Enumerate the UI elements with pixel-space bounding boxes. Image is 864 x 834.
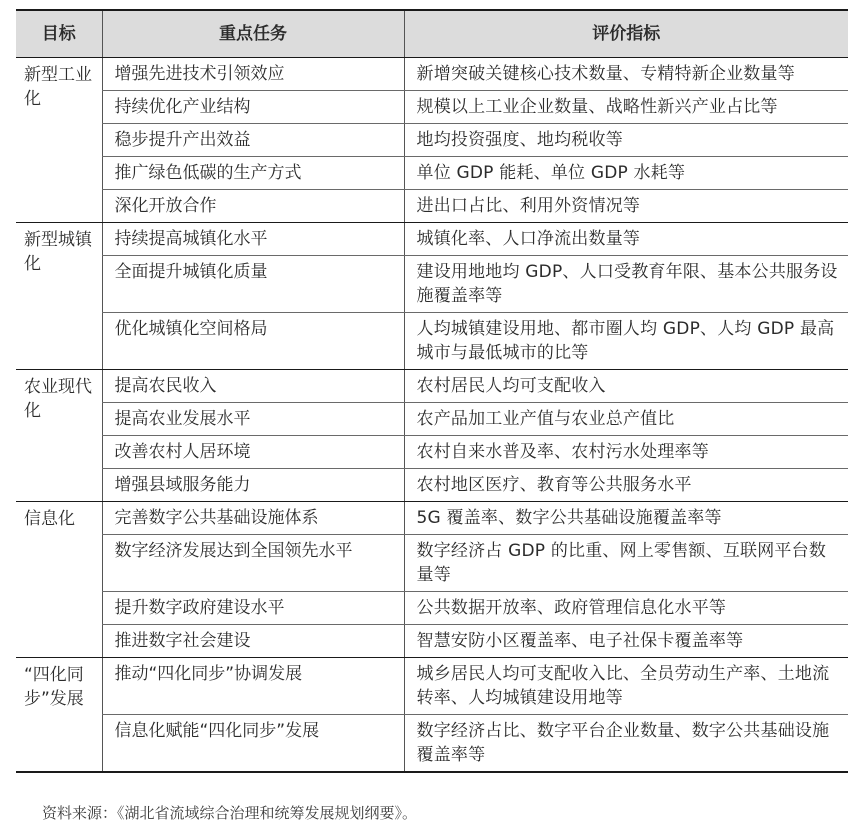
indicator-cell: 5G 覆盖率、数字公共基础设施覆盖率等	[404, 502, 848, 535]
indicator-cell: 新增突破关键核心技术数量、专精特新企业数量等	[404, 58, 848, 91]
header-target: 目标	[16, 10, 102, 58]
table-row	[16, 535, 848, 592]
table-row	[16, 91, 848, 124]
table-row	[16, 124, 848, 157]
task-cell: 信息化赋能“四化同步”发展	[102, 715, 404, 773]
task-cell: 增强先进技术引领效应	[102, 58, 404, 91]
indicator-cell: 单位 GDP 能耗、单位 GDP 水耗等	[404, 157, 848, 190]
table-row	[16, 469, 848, 502]
target-cell: 新型工业化	[16, 58, 102, 223]
table-row	[16, 436, 848, 469]
task-cell: 完善数字公共基础设施体系	[102, 502, 404, 535]
task-cell: 改善农村人居环境	[102, 436, 404, 469]
task-cell: 全面提升城镇化质量	[102, 256, 404, 313]
task-cell: 持续提高城镇化水平	[102, 223, 404, 256]
table-row	[16, 256, 848, 313]
indicator-cell: 智慧安防小区覆盖率、电子社保卡覆盖率等	[404, 625, 848, 658]
indicator-cell: 地均投资强度、地均税收等	[404, 124, 848, 157]
table-row	[16, 502, 848, 535]
task-cell: 优化城镇化空间格局	[102, 313, 404, 370]
task-cell: 数字经济发展达到全国领先水平	[102, 535, 404, 592]
table-row	[16, 592, 848, 625]
target-cell: “四化同步”发展	[16, 658, 102, 773]
table-row	[16, 223, 848, 256]
task-cell: 提高农民收入	[102, 370, 404, 403]
indicator-cell: 建设用地地均 GDP、人口受教育年限、基本公共服务设施覆盖率等	[404, 256, 848, 313]
indicator-cell: 农产品加工业产值与农业总产值比	[404, 403, 848, 436]
indicator-cell: 农村自来水普及率、农村污水处理率等	[404, 436, 848, 469]
table-row	[16, 58, 848, 91]
task-cell: 稳步提升产出效益	[102, 124, 404, 157]
indicator-cell: 数字经济占比、数字平台企业数量、数字公共基础设施覆盖率等	[404, 715, 848, 773]
evaluation-table	[16, 9, 848, 773]
indicator-cell: 公共数据开放率、政府管理信息化水平等	[404, 592, 848, 625]
target-cell: 信息化	[16, 502, 102, 658]
table-row	[16, 403, 848, 436]
indicator-cell: 城乡居民人均可支配收入比、全员劳动生产率、土地流转率、人均城镇建设用地等	[404, 658, 848, 715]
source-note: 资料来源：《湖北省流域综合治理和统筹发展规划纲要》。	[42, 804, 418, 822]
task-cell: 提升数字政府建设水平	[102, 592, 404, 625]
target-cell: 农业现代化	[16, 370, 102, 502]
task-cell: 推进数字社会建设	[102, 625, 404, 658]
table-header-row	[16, 10, 848, 58]
table-row	[16, 658, 848, 715]
indicator-cell: 城镇化率、人口净流出数量等	[404, 223, 848, 256]
table-row	[16, 370, 848, 403]
task-cell: 持续优化产业结构	[102, 91, 404, 124]
header-indicator: 评价指标	[404, 10, 848, 58]
table-row	[16, 190, 848, 223]
task-cell: 增强县域服务能力	[102, 469, 404, 502]
task-cell: 提高农业发展水平	[102, 403, 404, 436]
indicator-cell: 农村地区医疗、教育等公共服务水平	[404, 469, 848, 502]
indicator-cell: 数字经济占 GDP 的比重、网上零售额、互联网平台数量等	[404, 535, 848, 592]
indicator-cell: 农村居民人均可支配收入	[404, 370, 848, 403]
table-row	[16, 313, 848, 370]
table-row	[16, 715, 848, 773]
task-cell: 推广绿色低碳的生产方式	[102, 157, 404, 190]
task-cell: 推动“四化同步”协调发展	[102, 658, 404, 715]
header-task: 重点任务	[102, 10, 404, 58]
indicator-cell: 规模以上工业企业数量、战略性新兴产业占比等	[404, 91, 848, 124]
table-row	[16, 157, 848, 190]
indicator-cell: 进出口占比、利用外资情况等	[404, 190, 848, 223]
target-cell: 新型城镇化	[16, 223, 102, 370]
table-row	[16, 625, 848, 658]
indicator-cell: 人均城镇建设用地、都市圈人均 GDP、人均 GDP 最高城市与最低城市的比等	[404, 313, 848, 370]
task-cell: 深化开放合作	[102, 190, 404, 223]
